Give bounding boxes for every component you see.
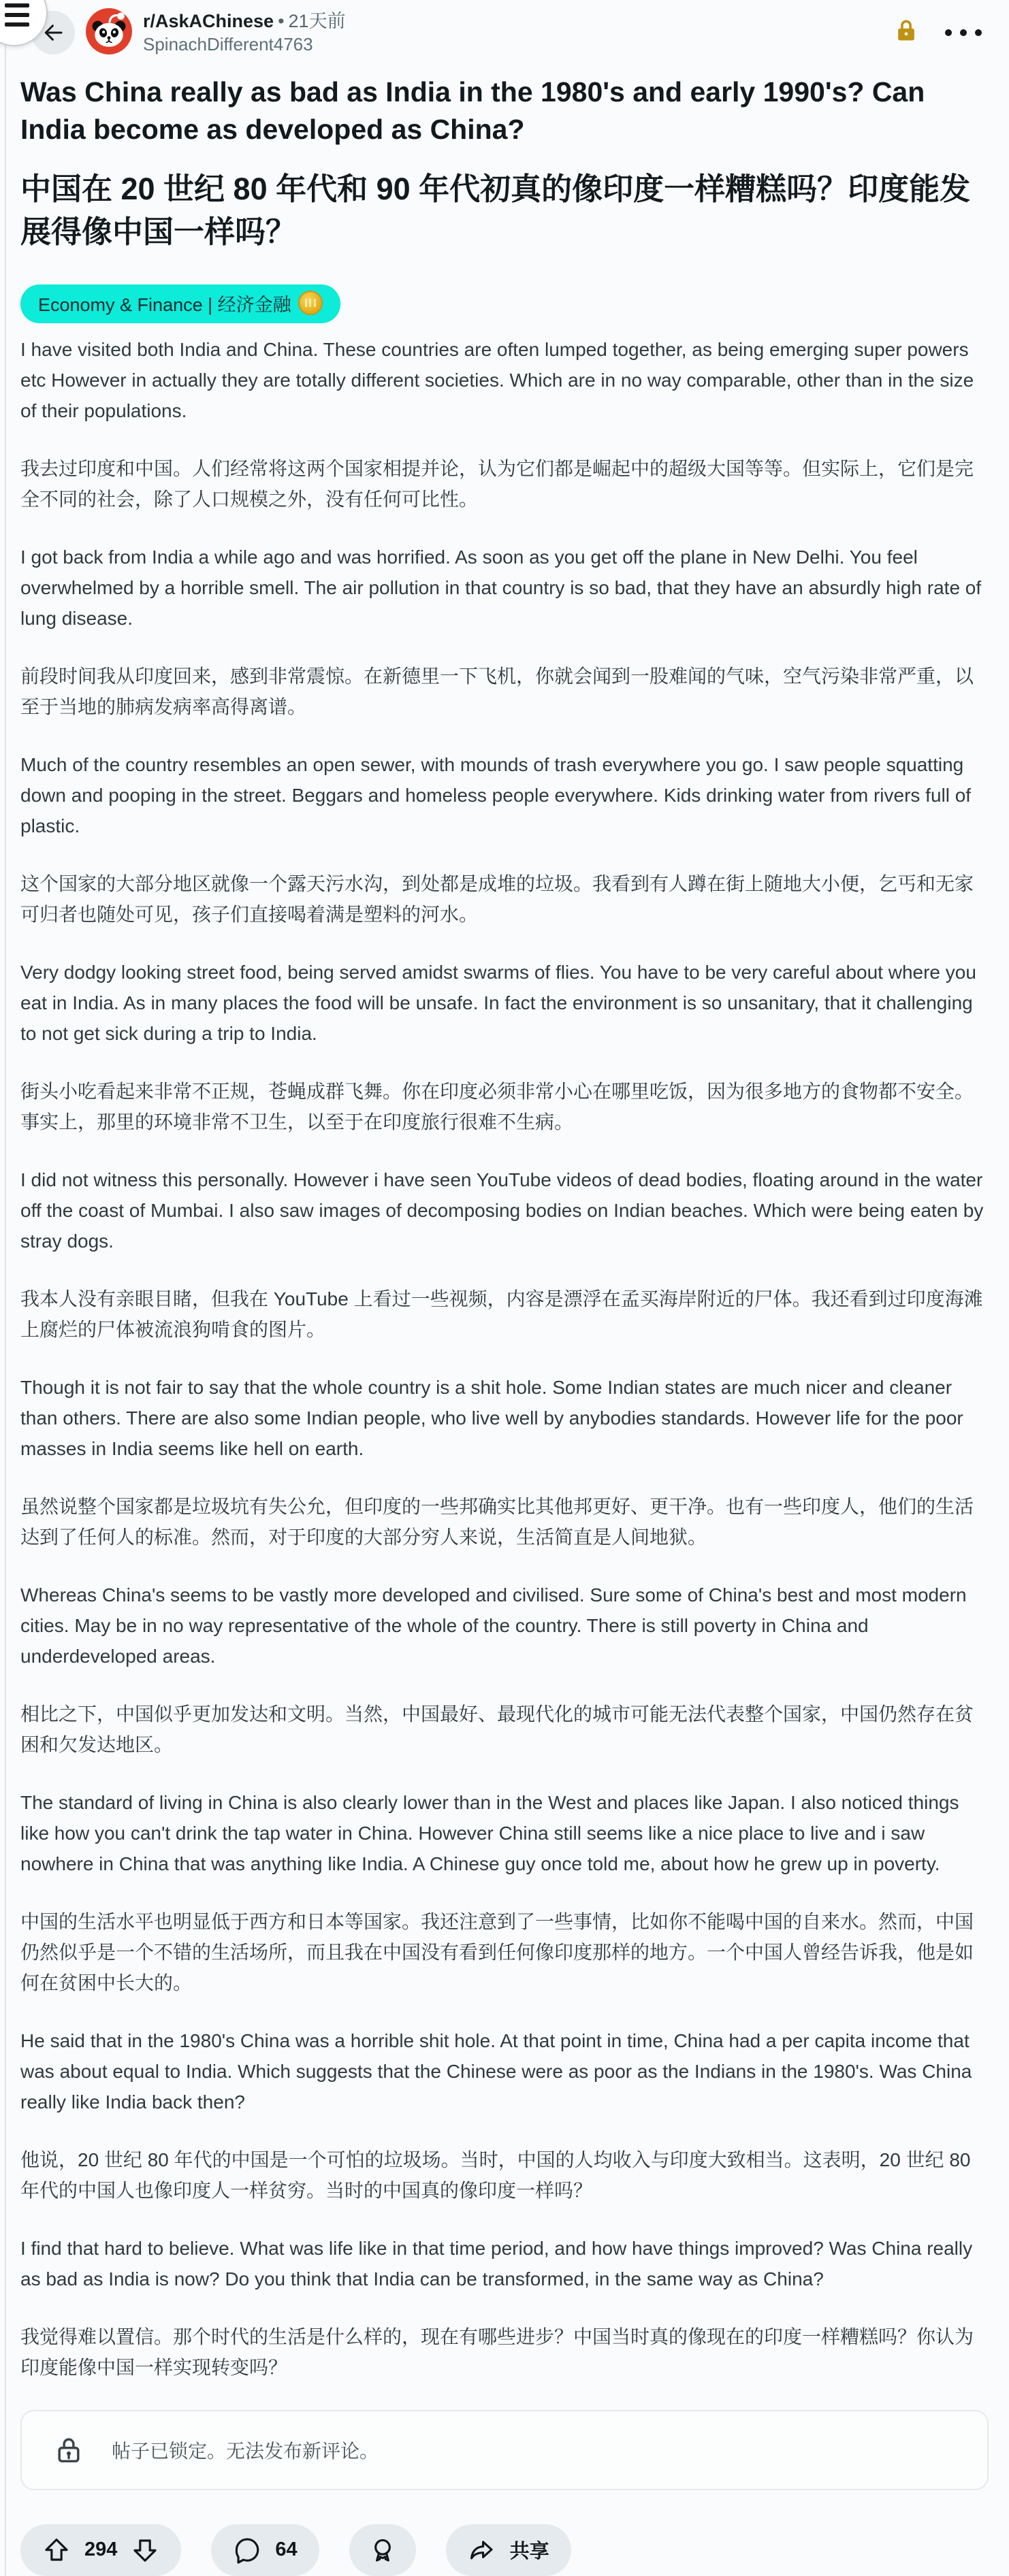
post-title-en: Was China really as bad as India in the 1980's and early 1990's? Can India become as developed as China? <box>20 76 925 145</box>
paragraph-en: The standard of living in China is also clearly lower than in the West and places like Japan. I also noticed things like how you can't drink the tap water in China. However China still seems like a nice place to live and i saw nowhere in China that was anything like India. A Chinese guy once told me, about how he grew up in poverty. <box>20 1791 959 1874</box>
comment-icon <box>233 2536 261 2564</box>
post-header <box>0 0 1009 56</box>
subreddit-name[interactable]: r/AskAChinese <box>143 11 274 31</box>
locked-banner-text: 帖子已锁定。无法发布新评论。 <box>112 2440 379 2462</box>
paragraph-zh: 我本人没有亲眼目睹，但我在 YouTube 上看过一些视频，内容是漂浮在孟买海岸附近的尸体。我还看到过印度海滩上腐烂的尸体被流浪狗啃食的图片。 <box>20 1288 983 1340</box>
lock-icon <box>53 2434 84 2466</box>
paragraph-zh: 我去过印度和中国。人们经常将这两个国家相提并论，认为它们都是崛起中的超级大国等等。但实际上，它们是完全不同的社会，除了人口规模之外，没有任何可比性。 <box>20 457 974 510</box>
paragraph-pair <box>20 334 984 515</box>
upvote-button[interactable] <box>42 2536 71 2564</box>
paragraph-zh: 街头小吃看起来非常不正规，苍蝇成群飞舞。你在印度必须非常小心在哪里吃饭，因为很多地方的食物都不安全。事实上，那里的环境非常不卫生，以至于在印度旅行很难不生病。 <box>20 1080 974 1132</box>
overflow-menu-button[interactable] <box>945 29 982 36</box>
share-label: 共享 <box>509 2541 549 2563</box>
paragraph-en: I have visited both India and China. These countries are often lumped together, as being emerging super powers etc However in actually they are totally different societies. Which are in no way comparable, other than in the size of their populations. <box>20 338 974 421</box>
paragraph-en: I got back from India a while ago and was horrified. As soon as you get off the plane in New Delhi. You feel overwhelmed by a horrible smell. The air pollution in that country is so bad, that they have an absurdly high rate of lung disease. <box>20 546 982 629</box>
flair-label: Economy & Finance | 经济金融 <box>38 294 291 315</box>
upvote-count: 294 <box>84 2539 118 2561</box>
coin-icon <box>298 291 323 315</box>
paragraph-en: I find that hard to believe. What was life like in that time period, and how have things improved? Was China really as bad as India is now? Do you think that India can be transformed, in the same way as China? <box>20 2237 973 2289</box>
paragraph-en: He said that in the 1980's China was a horrible shit hole. At that point in time, China had a per capita income that was about equal to India. Which suggests that the Chinese were as poor as the Indians in the 1980's. Was China really like India back then? <box>20 2029 972 2113</box>
post-meta <box>143 8 346 56</box>
post-title-zh: 中国在 20 世纪 80 年代和 90 年代初真的像印度一样糟糕吗？印度能发展得像中国一样吗？ <box>20 171 971 249</box>
paragraph-pair <box>20 957 984 1137</box>
share-button[interactable] <box>446 2524 571 2576</box>
comment-count: 64 <box>275 2539 298 2561</box>
paragraph-pair <box>20 1787 984 1998</box>
paragraph-en: Much of the country resembles an open sewer, with mounds of trash everywhere you go. I saw people squatting down and pooping in the street. Beggars and homeless people everywhere. Kids drinking water from rivers full of plastic. <box>20 753 972 836</box>
meta-separator: • <box>278 11 285 31</box>
paragraph-zh: 他说，20 世纪 80 年代的中国是一个可怕的垃圾场。当时，中国的人均收入与印度大致相当。这表明，20 世纪 80 年代的中国人也像印度人一样贫穷。当时的中国真的像印度一样吗？ <box>20 2149 971 2201</box>
subreddit-avatar-panda[interactable] <box>86 8 132 54</box>
paragraph-zh: 相比之下，中国似乎更加发达和文明。当然，中国最好、最现代化的城市可能无法代表整个国家，中国仍然存在贫困和欠发达地区。 <box>20 1703 974 1755</box>
paragraph-zh: 这个国家的大部分地区就像一个露天污水沟，到处都是成堆的垃圾。我看到有人蹲在街上随地大小便，乞丐和无家可归者也随处可见，孩子们直接喝着满是塑料的河水。 <box>20 873 974 925</box>
award-button[interactable] <box>349 2524 416 2576</box>
hamburger-icon <box>5 3 29 27</box>
paragraph-en: Very dodgy looking street food, being served amidst swarms of flies. You have to be very careful about where you eat in India. As in many places the food will be unsafe. In fact the environment is so unsanitary, that it challenging to not get sick during a trip to India. <box>20 961 976 1044</box>
paragraph-pair <box>20 1372 984 1552</box>
vote-pill <box>20 2524 181 2576</box>
award-icon <box>368 2536 397 2564</box>
paragraph-en: Though it is not fair to say that the whole country is a shit hole. Some Indian states are much nicer and cleaner than others. There are also some Indian people, who live well by anybodies standards. However life for the poor masses in India seems like hell on earth. <box>20 1376 963 1459</box>
locked-post-icon <box>893 18 919 47</box>
paragraph-zh: 我觉得难以置信。那个时代的生活是什么样的，现在有哪些进步？中国当时真的像现在的印度一样糟糕吗？你认为印度能像中国一样实现转变吗？ <box>20 2326 974 2378</box>
paragraph-pair <box>20 2025 984 2206</box>
comments-button[interactable] <box>211 2524 319 2576</box>
post-action-bar <box>20 2524 989 2576</box>
post-body <box>0 334 1009 2383</box>
paragraph-en: I did not witness this personally. However i have seen YouTube videos of dead bodies, floating around in the water off the coast of Mumbai. I also saw images of decomposing bodies on Indian beaches. Which were being eaten by stray dogs. <box>20 1169 984 1252</box>
share-icon <box>468 2536 496 2564</box>
paragraph-pair <box>20 749 984 930</box>
paragraph-zh: 前段时间我从印度回来，感到非常震惊。在新德里一下飞机，你就会闻到一股难闻的气味，空气污染非常严重，以至于当地的肺病发病率高得离谱。 <box>20 665 974 717</box>
post-flair[interactable] <box>20 284 340 323</box>
paragraph-pair <box>20 1580 984 1760</box>
paragraph-zh: 虽然说整个国家都是垃圾坑有失公允，但印度的一些邦确实比其他邦更好、更干净。也有一些印度人，他们的生活达到了任何人的标准。然而，对于印度的大部分穷人来说，生活简直是人间地狱。 <box>20 1495 974 1548</box>
paragraph-en: Whereas China's seems to be vastly more developed and civilised. Sure some of China's best and most modern cities. May be in no way representative of the whole of the country. There is still poverty in China and underdeveloped areas. <box>20 1584 967 1667</box>
paragraph-zh: 中国的生活水平也明显低于西方和日本等国家。我还注意到了一些事情，比如你不能喝中国的自来水。然而，中国仍然似乎是一个不错的生活场所，而且我在中国没有看到任何像印度那样的地方。一个中国人曾经告诉我，他是如何在贫困中长大的。 <box>20 1910 974 1993</box>
paragraph-pair <box>20 1164 984 1345</box>
post-timestamp: 21天前 <box>288 11 346 31</box>
downvote-button[interactable] <box>131 2536 159 2564</box>
post-author[interactable]: SpinachDifferent4763 <box>143 34 313 54</box>
paragraph-pair <box>20 2233 984 2383</box>
paragraph-pair <box>20 542 984 722</box>
locked-banner <box>20 2410 989 2490</box>
